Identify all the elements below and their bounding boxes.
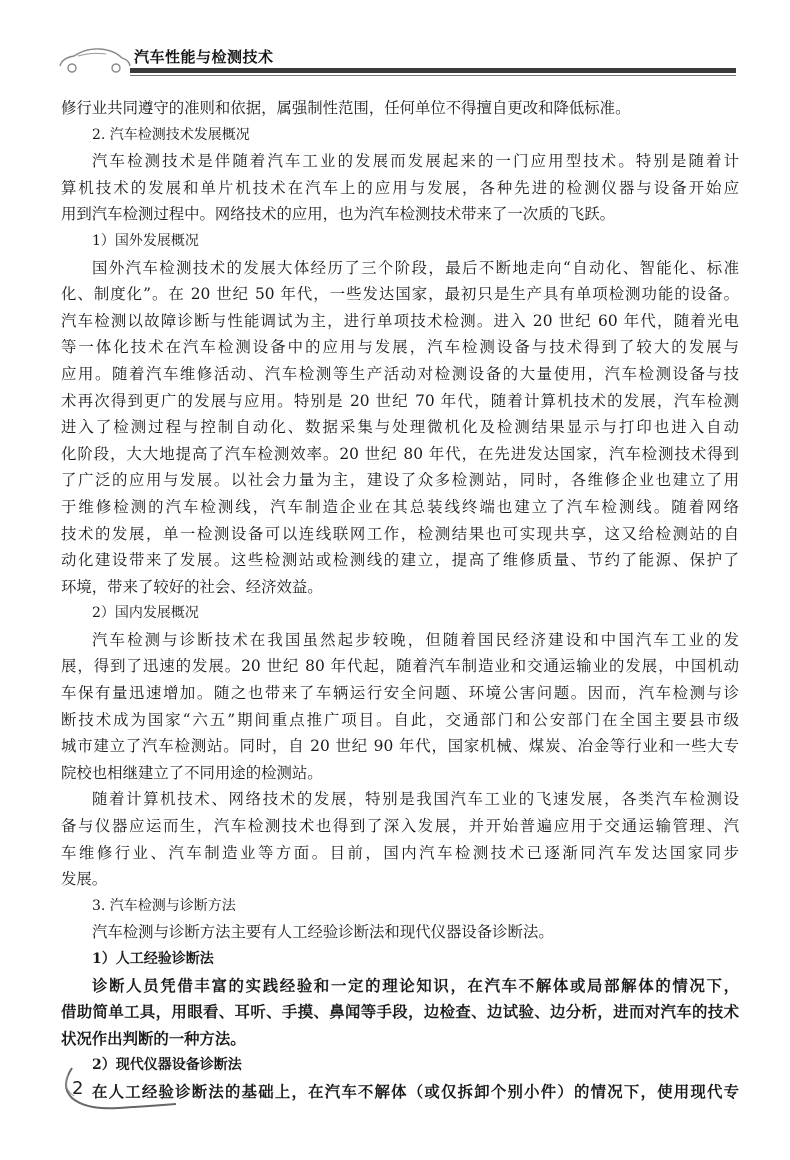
- text-line: 汽车检测技术是伴随着汽车工业的发展而发展起来的一门应用型技术。特别是随着计: [92, 152, 739, 171]
- text-line: 应用。随着汽车维修活动、汽车检测等生产活动对检测设备的大量使用，汽车检测设备与技: [61, 364, 739, 383]
- car-outline-icon: [56, 44, 132, 78]
- text-line: 随着计算机技术、网络技术的发展，特别是我国汽车工业的飞速发展，各类汽车检测设: [92, 790, 739, 809]
- text-line: 化、制度化”。在 20 世纪 50 年代，一些发达国家，最初只是生产具有单项检测功能的设备。: [61, 285, 739, 304]
- text-line: 用到汽车检测过程中。网络技术的应用，也为汽车检测技术带来了一次质的飞跃。: [61, 205, 616, 224]
- text-line: 诊断人员凭借丰富的实践经验和一定的理论知识，在汽车不解体或局部解体的情况下，: [92, 976, 739, 995]
- text-line: 发展。: [61, 870, 108, 889]
- page-number: 2: [72, 1078, 84, 1099]
- text-line: 院校也相继建立了不同用途的检测站。: [61, 763, 323, 782]
- text-line: 备与仪器应运而生，汽车检测技术也得到了深入发展，并开始普遍应用于交通运输管理、汽: [61, 817, 739, 836]
- text-line: 进入了检测过程与控制自动化、数据采集与处理微机化及检测结果显示与打印也进入自动: [61, 418, 739, 437]
- text-line: 汽车检测与诊断方法主要有人工经验诊断法和现代仪器设备诊断法。: [92, 923, 554, 942]
- text-line: 汽车检测与诊断技术在我国虽然起步较晚，但随着国民经济建设和中国汽车工业的发: [92, 630, 739, 649]
- text-line: 术再次得到更广的发展与应用。特别是 20 世纪 70 年代，随着计算机技术的发展，汽车检测: [61, 391, 739, 410]
- section-heading: 3. 汽车检测与诊断方法: [92, 897, 236, 914]
- body-text: [61, 95, 739, 1106]
- text-line: 汽车检测以故障诊断与性能调试为主，进行单项技术检测。进入 20 世纪 60 年代，随着光电: [61, 311, 739, 330]
- text-line: 等一体化技术在汽车检测设备中的应用与发展，汽车检测设备与技术得到了较大的发展与: [61, 338, 739, 357]
- text-line: 环境，带来了较好的社会、经济效益。: [61, 577, 323, 596]
- running-header: [0, 0, 790, 90]
- subsection-heading: 2）现代仪器设备诊断法: [92, 1057, 242, 1074]
- subsection-heading: 1）国外发展概况: [92, 232, 199, 249]
- text-line: 技术的发展，单一检测设备可以连线联网工作，检测结果也可实现共享，这又给检测站的自: [61, 524, 739, 543]
- text-line: 车维修行业、汽车制造业等方面。目前，国内汽车检测技术已逐渐同汽车发达国家同步: [61, 843, 739, 862]
- text-line: 化阶段，大大地提高了汽车检测效率。20 世纪 80 年代，在先进发达国家，汽车检测技术得到: [61, 444, 739, 463]
- text-line: 修行业共同遵守的准则和依据，属强制性范围，任何单位不得擅自更改和降低标准。: [61, 99, 631, 117]
- section-heading: 2. 汽车检测技术发展概况: [92, 126, 250, 143]
- text-line: 城市建立了汽车检测站。同时，自 20 世纪 90 年代，国家机械、煤炭、冶金等行业和一些大专: [61, 737, 739, 756]
- text-line: 动化建设带来了发展。这些检测站或检测线的建立，提高了维修质量、节约了能源、保护了: [61, 551, 739, 570]
- subsection-heading: 1）人工经验诊断法: [92, 951, 214, 967]
- text-line: 于维修检测的汽车检测线，汽车制造企业在其总装线终端也建立了汽车检测线。随着网络: [61, 497, 739, 516]
- header-rule: [130, 68, 736, 73]
- text-line: 了广泛的应用与发展。以社会力量为主，建设了众多检测站，同时，各维修企业也建立了用: [61, 471, 739, 490]
- text-line: 算机技术的发展和单片机技术在汽车上的应用与发展，各种先进的检测仪器与设备开始应: [61, 178, 739, 197]
- text-line: 在人工经验诊断法的基础上，在汽车不解体（或仅拆卸个别小件）的情况下，使用现代专: [92, 1082, 739, 1101]
- text-line: 国外汽车检测技术的发展大体经历了三个阶段，最后不断地走向“自动化、智能化、标准: [92, 258, 739, 277]
- text-line: 状况作出判断的一种方法。: [61, 1029, 246, 1048]
- text-line: 借助简单工具，用眼看、耳听、手摸、鼻闻等手段，边检查、边试验、边分析，进而对汽车的技术: [61, 1003, 739, 1022]
- text-line: 断技术成为国家“六五”期间重点推广项目。自此，交通部门和公安部门在全国主要县市级: [61, 710, 739, 729]
- text-line: 车保有量迅速增加。随之也带来了车辆运行安全问题、环境公害问题。因而，汽车检测与诊: [61, 684, 739, 703]
- header-rule-thin: [130, 75, 736, 76]
- running-header-title: 汽车性能与检测技术: [134, 48, 274, 66]
- text-line: 展，得到了迅速的发展。20 世纪 80 年代起，随着汽车制造业和交通运输业的发展，中国机动: [61, 657, 739, 676]
- subsection-heading: 2）国内发展概况: [92, 605, 199, 622]
